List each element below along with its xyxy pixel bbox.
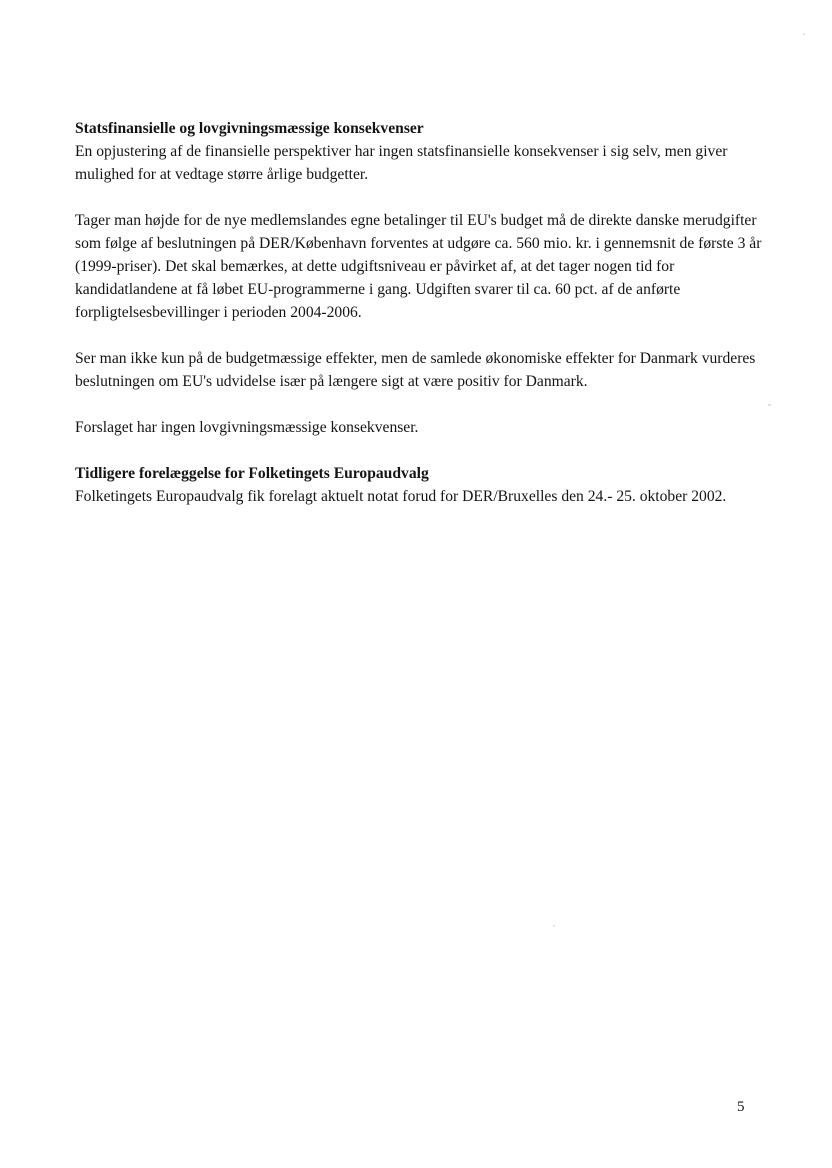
section-heading: Tidligere forelæggelse for Folketingets Europaudvalg (75, 465, 429, 482)
section-previous-presentation (75, 462, 765, 508)
paragraph: En opjustering af de finansielle perspektiver har ingen statsfinansielle konsekvenser i sig selv, men giver mulighed for at vedtage større årlige budgetter. (75, 143, 728, 183)
paragraph-spacer (75, 324, 765, 347)
page-number: 5 (737, 1099, 745, 1115)
paragraph-spacer (75, 393, 765, 416)
section-heading: Statsfinansielle og lovgivningsmæssige konsekvenser (75, 120, 424, 137)
scan-speck (803, 33, 805, 35)
paragraph: Tager man højde for de nye medlemslandes egne betalinger til EU's budget må de direkte danske merudgifter som følge af beslutningen på DER/København forventes at udgøre ca. 560 mio. kr. i gennemsnit de første 3 år (1999-priser). Det skal bemærkes, at dette udgiftsniveau er påvirket af, at det tager nogen tid for kandidatlandene at få løbet EU-programmerne i gang. Udgiften svarer til ca. 60 pct. af de anførte forpligtelsesbevillinger i perioden 2004-2006. (75, 212, 762, 321)
paragraph-spacer (75, 186, 765, 209)
section-budgetary-legislative-consequences (75, 117, 765, 439)
paragraph: Ser man ikke kun på de budgetmæssige effekter, men de samlede økonomiske effekter for Danmark vurderes beslutningen om EU's udvidelse især på længere sigt at være positiv for Danmark. (75, 350, 756, 390)
section-spacer (75, 439, 765, 462)
paragraph: Forslaget har ingen lovgivningsmæssige konsekvenser. (75, 419, 419, 436)
paragraph: Folketingets Europaudvalg fik forelagt aktuelt notat forud for DER/Bruxelles den 24.- 25. oktober 2002. (75, 488, 727, 505)
scan-speck (553, 925, 555, 927)
document-body (75, 117, 765, 508)
scan-speck (768, 404, 771, 406)
